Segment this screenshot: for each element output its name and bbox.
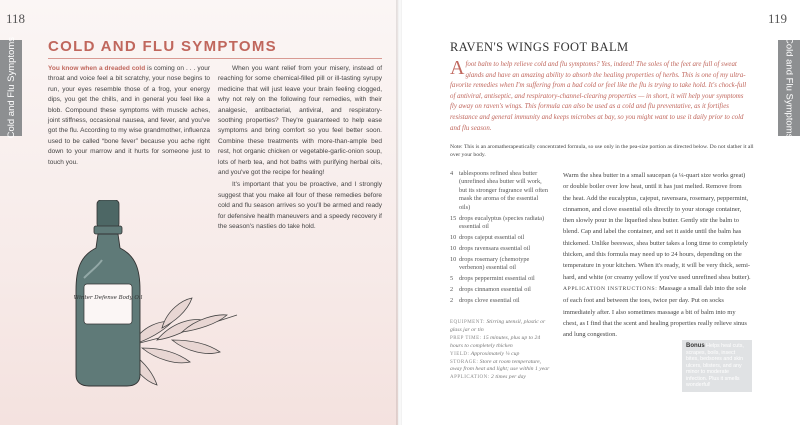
meta-equipment: EQUIPMENT: Stirring utensil, plastic or glass jar or tin [450, 319, 546, 333]
intro-text: is coming on . . . your throat and voice feel a bit scratchy, your nose begins to run, your eyes resemble those of a frog, your energy dips, you get the chills, and in general you feel like a blob. Compound these symptoms with muscle aches, joint stiffness, occasional nausea, and fever, and you've got the flu. According to my wise grandmother, influenza used to be called “bone fever” because you ache right down to your marrow and it hurts for someone just to touch you. [48, 65, 210, 166]
bonus-text: Helps heal cuts, scrapes, boils, insect bites, bedsores and skin ulcers, blisters, and any minor to moderate infection. Plus it smells wonderful! [686, 343, 744, 388]
bonus-box [682, 340, 752, 392]
side-tab-right: Cold and Flu Symptoms [778, 40, 800, 136]
ingredient-item: 4 tablespoons refined shea butter (unrefined shea butter will work, but its stronger fragrance will often mask the aroma of the essential oils) [450, 170, 549, 211]
remedies-column [218, 64, 382, 233]
application-text: Massage a small dab into the sole of each foot and between the toes, twice per day. Put on socks immediately after. I also sometimes massage a bit of balm into my chest, as I find that the scent and healing properties really relieve sinus and lung congestion. [563, 284, 747, 339]
bottle-illustration [72, 200, 242, 400]
page-number-left: 118 [6, 11, 26, 26]
bottle-label: Winter Defense Body Oil [73, 295, 143, 301]
ingredient-item: 10 drops cajeput essential oil [450, 233, 525, 241]
directions-text: Warm the shea butter in a small saucepan (a ¼-quart size works great) or double boiler over low heat, until it has just melted. Remove from the heat. Add the eucalyptus, cajeput, ravensara, rosemary, peppermint, cinnamon, and clove essential oils directly to your storage container, then slowly pour in the liquefied shea butter. Gently stir the balm to blend. Cap and label the container, and set it aside until the balm has thickened. Unlike beeswax, shea butter takes a long time to completely thicken, and this formula may need up to 24 hours, depending on the temperature in your kitchen. When it's ready, it will be very thick, semi-hard, and white (or creamy yellow if you've used unrefined shea butter). [563, 172, 751, 281]
remedies-paragraph: When you want relief from your misery, instead of reaching for some chemical-filled pill or ill-tasting syrupy medicine that will just leave your brain feeling clogged, why not rely on the following four remedies, with their analgesic, antibacterial, antiviral, and respiratory-soothing properties? They're guaranteed to help ease symptoms and bring comfort so you feel better soon. Combine these treatments with more-than-ample bed rest, hot organic chicken or vegetable-garlic-onion soup, lots of herb tea, and hot baths with purifying herbal oils, and you've got the recipe for healing! [218, 65, 382, 177]
application-label: APPLICATION INSTRUCTIONS: [563, 285, 658, 292]
intro-column [48, 64, 210, 168]
intro-text: foot balm to help relieve cold and flu symptoms? Yes, indeed! The soles of the feet are full of sweat glands and have an amazing ability to absorb the healing properties of herbs. This is one of my ultra-favorite remedies when I'm suffering from a bad cold or feel like the flu is trying to take hold. It's chock-full of antiviral, antiseptic, and respiratory-channel-clearing properties — in short, it will help your symptoms fly away on raven's wings. This formula can also be used as a cold and flu preventative, as it fortifies resistance and general immunity and keeps microbes at bay, so you might want to use it daily prior to cold and flu season. [450, 61, 747, 132]
recipe-meta [450, 319, 550, 382]
meta-yield: YIELD: Approximately ¼ cup [450, 350, 520, 357]
recipe-intro [450, 57, 750, 134]
ingredient-item: 5 drops peppermint essential oil [450, 274, 535, 282]
recipe-note: Note: This is an aromatherapeutically concentrated formula, so use only in the pea-size portion as directed below. Do not slather it all over your body. [450, 144, 754, 158]
page-number-right: 119 [768, 11, 788, 26]
title-rule [48, 58, 382, 59]
ingredients-list [450, 170, 548, 308]
left-page [0, 0, 398, 425]
drop-cap: A [450, 57, 465, 79]
page-title: COLD AND FLU SYMPTOMS [48, 38, 277, 55]
lead-in: You know when a dreaded cold [48, 65, 146, 72]
ingredient-item: 10 drops rosemary (chemotype verbenon) essential oil [450, 255, 530, 272]
meta-storage: STORAGE: Store at room temperature, away from heat and light; use within 1 year [450, 358, 550, 373]
ingredient-item: 15 drops eucalyptus (species radiata) essential oil [450, 214, 545, 230]
side-tab-left: Cold and Flu Symptoms [0, 40, 22, 136]
ingredient-item: 2 drops cinnamon essential oil [450, 285, 531, 293]
meta-prep-time: PREP TIME: 15 minutes, plus up to 24 hours to completely thicken [450, 334, 541, 349]
meta-application: APPLICATION: 2 times per day [450, 374, 526, 381]
recipe-directions [563, 170, 751, 340]
bonus-label: Bonus [686, 343, 705, 349]
proactive-paragraph: It's important that you be proactive, and I strongly suggest that you make all four of these remedies before cold and flu season arrives so you'll be armed and ready for defensive health maneuvers and a speedy recovery if the season's nasties do take hold. [218, 181, 382, 231]
ingredient-item: 10 drops ravensara essential oil [450, 244, 531, 252]
oil-bottle-drawing [74, 200, 143, 386]
recipe-title: RAVEN'S WINGS FOOT BALM [450, 40, 629, 54]
ingredient-item: 2 drops clove essential oil [450, 296, 520, 304]
